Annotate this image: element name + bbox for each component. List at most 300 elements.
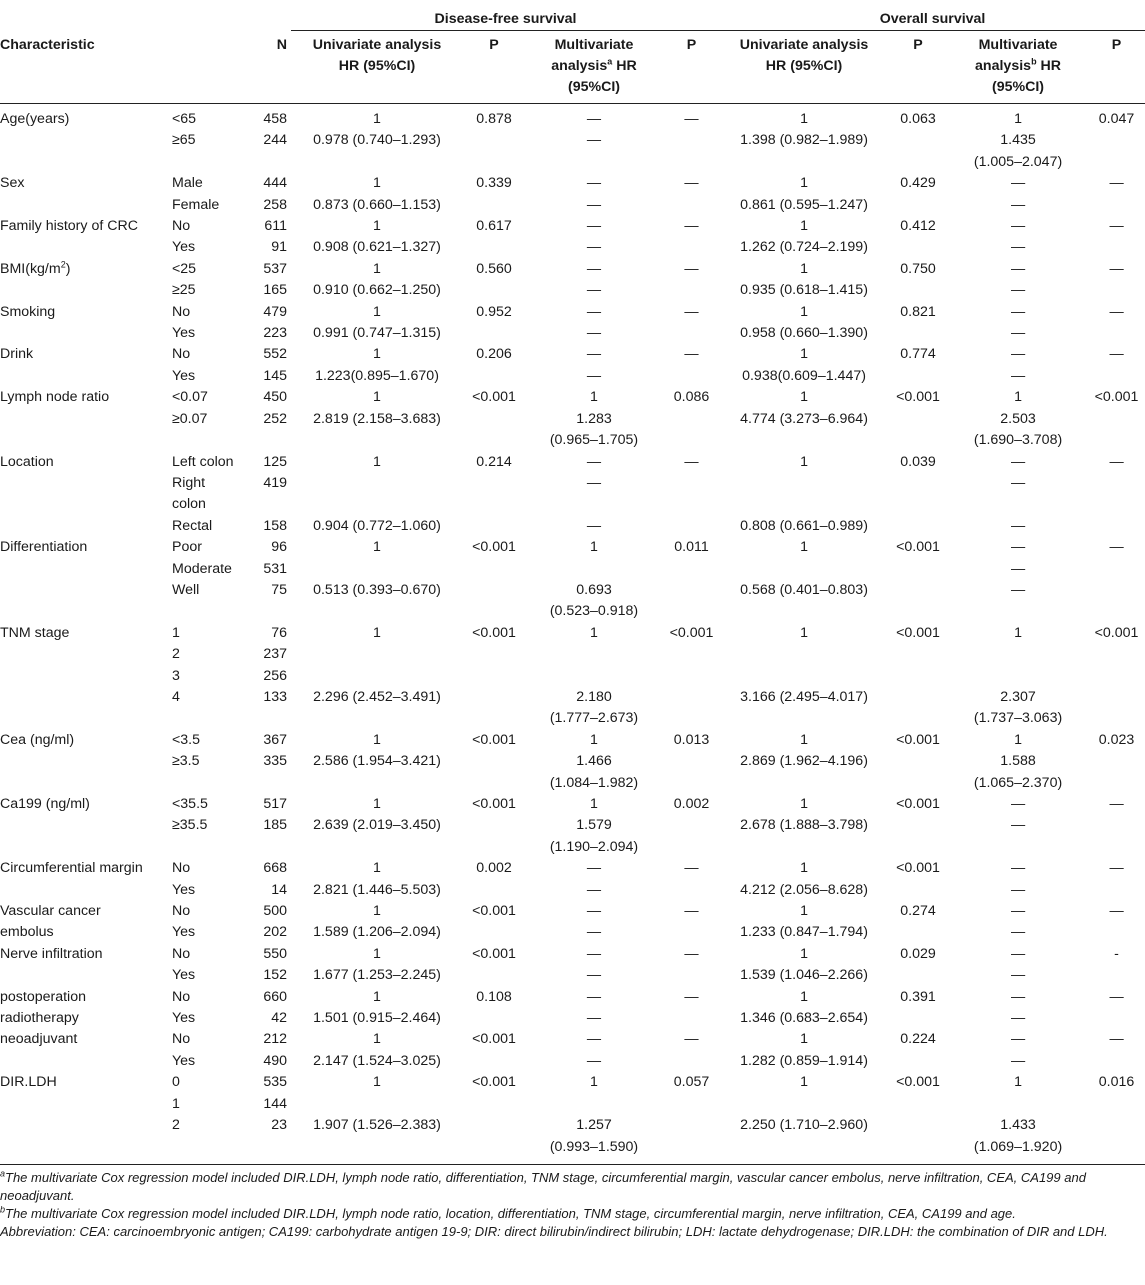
dfs-p-value xyxy=(463,280,525,301)
dfs-univariate-hr xyxy=(291,1094,463,1115)
row-n: 660 xyxy=(263,988,287,1005)
table-row xyxy=(0,751,1145,772)
dfs-multivariate-hr: (1.777–2.673) xyxy=(549,710,639,727)
dfs-univariate-hr: 1 xyxy=(373,1031,381,1048)
table-row xyxy=(0,666,1145,687)
row-n xyxy=(257,430,291,451)
dfs-p-value xyxy=(463,237,525,258)
os-multivariate-hr xyxy=(948,1094,1088,1115)
table-row xyxy=(0,387,1145,408)
os-p-value xyxy=(888,366,948,387)
row-n: 517 xyxy=(263,796,287,812)
dfs-p-value xyxy=(463,666,525,687)
table-footnotes xyxy=(0,1164,1145,1241)
dfs-multi-p-value: — xyxy=(684,175,699,192)
dfs-univariate-hr xyxy=(291,152,463,173)
dfs-p-value: <0.001 xyxy=(472,624,516,641)
dfs-univariate-hr: 1 xyxy=(373,539,381,556)
table-row xyxy=(0,1051,1145,1072)
row-level: Yes xyxy=(172,239,196,256)
row-level: Rectal xyxy=(172,517,213,534)
dfs-univariate-hr: 1 xyxy=(373,218,381,235)
dfs-p-value xyxy=(463,473,525,494)
dfs-multi-p-value: — xyxy=(684,988,699,1005)
os-multi-p-value xyxy=(1088,559,1145,580)
dfs-multivariate-hr xyxy=(525,644,663,665)
os-univariate-hr xyxy=(720,708,888,729)
dfs-univariate-hr: 0.873 (0.660–1.153) xyxy=(313,196,441,213)
os-univariate-hr: 1 xyxy=(800,945,808,962)
row-characteristic: $BMI(kg/m^2)$ xyxy=(0,259,71,277)
dfs-multivariate-hr: — xyxy=(586,903,602,920)
os-univariate-hr: 1 xyxy=(800,988,808,1005)
dfs-univariate-hr: 1.223(0.895–1.670) xyxy=(315,367,439,384)
table-row xyxy=(0,1029,1145,1050)
row-n xyxy=(257,601,291,622)
os-p-value xyxy=(888,195,948,216)
dfs-p-value xyxy=(463,152,525,173)
row-n xyxy=(257,773,291,794)
row-level xyxy=(172,430,257,451)
table-row xyxy=(0,430,1145,451)
os-p-value: 0.391 xyxy=(900,988,936,1005)
os-multi-p-value: — xyxy=(1109,346,1124,363)
row-n: 75 xyxy=(271,581,287,598)
os-p-value xyxy=(888,494,948,515)
dfs-multivariate-hr: — xyxy=(586,175,602,192)
row-n xyxy=(257,152,291,173)
os-univariate-hr: 0.938(0.609–1.447) xyxy=(742,367,866,384)
row-level: <35.5 xyxy=(172,796,208,812)
os-multivariate-hr: — xyxy=(1010,282,1026,299)
row-characteristic xyxy=(0,1094,172,1115)
os-multivariate-hr: 1 xyxy=(1014,1074,1022,1091)
dfs-p-value xyxy=(463,494,525,515)
row-characteristic xyxy=(0,815,172,836)
dfs-univariate-hr: 2.296 (2.452–3.491) xyxy=(313,688,441,705)
os-univariate-hr: 1.346 (0.683–2.654) xyxy=(740,1010,868,1027)
row-characteristic xyxy=(0,1115,172,1136)
os-univariate-hr: 1 xyxy=(800,389,808,406)
row-level: Female xyxy=(172,196,220,213)
row-characteristic xyxy=(0,1051,172,1072)
row-characteristic: radiotherapy xyxy=(0,1010,79,1027)
table-row xyxy=(0,730,1145,751)
os-multi-p-value: — xyxy=(1109,218,1124,235)
os-univariate-hr xyxy=(720,666,888,687)
os-multi-p-value: — xyxy=(1109,1031,1124,1048)
dfs-multivariate-hr xyxy=(525,152,663,173)
os-multivariate-hr: — xyxy=(1010,239,1026,256)
row-n: 125 xyxy=(263,453,287,470)
row-n xyxy=(257,494,291,515)
dfs-p-value xyxy=(463,687,525,708)
dfs-multi-p-value: — xyxy=(684,453,699,470)
os-univariate-hr: 3.166 (2.495–4.017) xyxy=(740,688,868,705)
dfs-univariate-hr: 1 xyxy=(373,624,381,641)
dfs-multi-p-value xyxy=(663,237,720,258)
os-p-value xyxy=(888,516,948,537)
row-level: Left colon xyxy=(172,453,234,470)
row-n: 367 xyxy=(263,731,287,748)
os-multi-p-value xyxy=(1088,280,1145,301)
dfs-multi-p-value: — xyxy=(684,260,699,277)
os-univariate-hr: 0.935 (0.618–1.415) xyxy=(740,282,868,299)
dfs-multi-p-value xyxy=(663,1137,720,1158)
os-multi-p-value xyxy=(1088,494,1145,515)
dfs-multi-p-value: — xyxy=(684,903,699,920)
row-n: 144 xyxy=(263,1095,287,1112)
os-p-value xyxy=(888,430,948,451)
dfs-univariate-hr: 0.904 (0.772–1.060) xyxy=(313,517,441,534)
os-multivariate-hr: — xyxy=(1010,453,1026,470)
dfs-multivariate-hr: (0.993–1.590) xyxy=(549,1138,639,1155)
os-p-value: <0.001 xyxy=(896,389,940,406)
os-multi-p-value xyxy=(1088,644,1145,665)
os-p-value: <0.001 xyxy=(896,860,940,877)
row-level: <3.5 xyxy=(172,731,201,748)
row-n: 212 xyxy=(263,1031,287,1048)
os-multivariate-hr: 1 xyxy=(1014,624,1022,641)
os-multi-p-value xyxy=(1088,409,1145,430)
row-characteristic: postoperation xyxy=(0,988,86,1005)
row-characteristic xyxy=(0,516,172,537)
os-multivariate-hr: — xyxy=(1010,325,1026,342)
os-p-value: 0.029 xyxy=(900,945,936,962)
os-multivariate-hr: — xyxy=(1010,303,1026,320)
row-n: 76 xyxy=(271,624,287,641)
dfs-multivariate-hr: — xyxy=(586,945,602,962)
os-multi-p-value xyxy=(1088,580,1145,601)
os-multivariate-hr: — xyxy=(1010,581,1026,598)
os-multivariate-hr: — xyxy=(1010,860,1026,877)
table-row xyxy=(0,302,1145,323)
os-multivariate-hr: (1.065–2.370) xyxy=(973,774,1063,791)
dfs-multivariate-hr: — xyxy=(586,860,602,877)
os-multi-p-header: P xyxy=(1111,37,1122,53)
os-p-value: 0.063 xyxy=(900,111,936,127)
table-row xyxy=(0,815,1145,836)
os-multivariate-hr: — xyxy=(1010,945,1026,962)
dfs-univariate-hr: 1 xyxy=(373,945,381,962)
dfs-p-value xyxy=(463,708,525,729)
dfs-multivariate-hr: 1.283 xyxy=(576,410,612,427)
dfs-multi-p-header: P xyxy=(686,37,697,53)
dfs-univariate-hr xyxy=(291,559,463,580)
row-n: 479 xyxy=(263,303,287,320)
dfs-multi-p-value xyxy=(663,1115,720,1136)
os-univariate-hr: 1.262 (0.724–2.199) xyxy=(740,239,868,256)
n-header: N xyxy=(276,36,287,53)
os-p-value xyxy=(888,130,948,151)
row-characteristic: embolus xyxy=(0,924,54,941)
os-univariate-hr: 1 xyxy=(800,731,808,748)
row-level: ≥3.5 xyxy=(172,753,200,770)
os-multivariate-hr: — xyxy=(1010,539,1026,556)
os-p-value xyxy=(888,708,948,729)
row-n: 145 xyxy=(263,367,287,384)
table-row xyxy=(0,1115,1145,1136)
os-univariate-hr: 4.774 (3.273–6.964) xyxy=(740,410,868,427)
os-multi-p-value xyxy=(1088,837,1145,858)
dfs-multi-p-value xyxy=(663,880,720,901)
table-row xyxy=(0,1137,1145,1158)
row-characteristic xyxy=(0,687,172,708)
dfs-univariate-hr xyxy=(291,473,463,494)
os-univariate-hr: 1 xyxy=(800,796,808,812)
dfs-univariate-hr: 1 xyxy=(373,111,381,127)
os-univariate-hr xyxy=(720,1094,888,1115)
dfs-multivariate-hr: — xyxy=(586,132,602,149)
row-characteristic: Lymph node ratio xyxy=(0,389,110,406)
os-multivariate-hr: 1 xyxy=(1014,111,1022,127)
os-multi-p-value xyxy=(1088,516,1145,537)
dfs-p-value xyxy=(463,922,525,943)
row-characteristic xyxy=(0,880,172,901)
row-n: 552 xyxy=(263,346,287,363)
row-n: 185 xyxy=(263,817,287,834)
dfs-multivariate-hr: (1.084–1.982) xyxy=(549,774,639,791)
os-univariate-hr: 1.398 (0.982–1.989) xyxy=(740,132,868,149)
os-multivariate-hr xyxy=(948,837,1088,858)
row-level xyxy=(172,152,257,173)
dfs-group-header: Disease-free survival xyxy=(291,0,720,31)
table-row xyxy=(0,516,1145,537)
table-row xyxy=(0,708,1145,729)
row-n: 535 xyxy=(263,1074,287,1091)
os-p-value: 0.039 xyxy=(900,453,936,470)
os-multi-p-value: — xyxy=(1109,988,1124,1005)
os-multi-p-value xyxy=(1088,708,1145,729)
row-n: 256 xyxy=(263,667,287,684)
os-multi-p-value xyxy=(1088,1051,1145,1072)
row-characteristic xyxy=(0,494,172,515)
os-univariate-hr xyxy=(720,152,888,173)
dfs-univariate-hr: 2.821 (1.446–5.503) xyxy=(313,881,441,898)
table-row xyxy=(0,687,1145,708)
row-level: Male xyxy=(172,175,203,192)
os-multi-p-value xyxy=(1088,922,1145,943)
dfs-p-value xyxy=(463,430,525,451)
os-p-value xyxy=(888,1094,948,1115)
os-univariate-hr xyxy=(720,1137,888,1158)
dfs-multivariate-hr: — xyxy=(586,967,602,984)
os-p-value xyxy=(888,152,948,173)
dfs-univariate-hr: 0.978 (0.740–1.293) xyxy=(313,132,441,149)
dfs-multivariate-hr: (0.523–0.918) xyxy=(549,603,639,620)
dfs-multivariate-hr: — xyxy=(586,881,602,898)
os-p-value xyxy=(888,751,948,772)
dfs-p-value xyxy=(463,559,525,580)
dfs-multivariate-hr: 1 xyxy=(590,731,598,748)
os-multivariate-hr: — xyxy=(1010,367,1026,384)
row-characteristic: Family history of CRC xyxy=(0,218,138,235)
dfs-p-value: 0.214 xyxy=(476,453,512,470)
os-univariate-hr: 1.233 (0.847–1.794) xyxy=(740,924,868,941)
table-row xyxy=(0,195,1145,216)
characteristic-header: Characteristic xyxy=(0,36,95,53)
os-multivariate-hr: 2.307 xyxy=(1000,688,1036,705)
dfs-multi-p-value: — xyxy=(684,218,699,235)
row-characteristic: Ca199 (ng/ml) xyxy=(0,796,90,812)
os-multi-p-value xyxy=(1088,152,1145,173)
row-level: 0 xyxy=(172,1074,180,1091)
row-n: 490 xyxy=(263,1052,287,1069)
dfs-p-value: <0.001 xyxy=(472,389,516,406)
dfs-univariate-hr xyxy=(291,666,463,687)
os-univariate-hr: 2.678 (1.888–3.798) xyxy=(740,817,868,834)
os-multivariate-header: Multivariate analysis$^b$ HR (95%CI) xyxy=(975,37,1061,95)
os-multi-p-value xyxy=(1088,323,1145,344)
os-multivariate-hr xyxy=(948,666,1088,687)
row-level: No xyxy=(172,346,191,363)
row-level: Well xyxy=(172,581,200,598)
os-multi-p-value: — xyxy=(1109,303,1124,320)
dfs-multi-p-value xyxy=(663,130,720,151)
os-multivariate-hr: 1.435 xyxy=(1000,132,1036,149)
dfs-multi-p-value xyxy=(663,965,720,986)
dfs-multi-p-value: 0.002 xyxy=(673,796,710,812)
dfs-multivariate-hr: 1.466 xyxy=(576,753,612,770)
os-p-value xyxy=(888,323,948,344)
row-level: ≥0.07 xyxy=(172,410,208,427)
os-p-value: 0.274 xyxy=(900,903,936,920)
dfs-multivariate-hr: 1 xyxy=(590,1074,598,1091)
table-row xyxy=(0,494,1145,515)
dfs-multi-p-value: 0.086 xyxy=(673,389,710,406)
os-multi-p-value: — xyxy=(1109,260,1124,277)
dfs-p-value: 0.878 xyxy=(476,111,512,127)
row-level: colon xyxy=(172,496,206,513)
row-characteristic: DIR.LDH xyxy=(0,1074,57,1091)
row-level: No xyxy=(172,218,191,235)
dfs-multivariate-hr: 1 xyxy=(590,796,598,812)
row-characteristic xyxy=(0,666,172,687)
table-row xyxy=(0,237,1145,258)
row-n: 14 xyxy=(271,881,287,898)
os-p-value xyxy=(888,837,948,858)
dfs-p-value xyxy=(463,837,525,858)
os-multi-p-value xyxy=(1088,130,1145,151)
dfs-multi-p-value xyxy=(663,473,720,494)
os-p-value xyxy=(888,1008,948,1029)
row-characteristic xyxy=(0,837,172,858)
dfs-multivariate-hr: (0.965–1.705) xyxy=(549,432,639,449)
dfs-univariate-hr: 1 xyxy=(373,860,381,877)
os-univariate-hr: 1 xyxy=(800,260,808,277)
dfs-multivariate-hr: 1 xyxy=(590,624,598,641)
os-p-value xyxy=(888,815,948,836)
os-multi-p-value: 0.023 xyxy=(1098,731,1135,748)
os-multi-p-value xyxy=(1088,473,1145,494)
os-multi-p-value xyxy=(1088,880,1145,901)
os-univariate-hr: 4.212 (2.056–8.628) xyxy=(740,881,868,898)
os-multi-p-value xyxy=(1088,430,1145,451)
os-multi-p-value xyxy=(1088,815,1145,836)
os-p-value xyxy=(888,1115,948,1136)
os-multivariate-hr: 2.503 xyxy=(1000,410,1036,427)
dfs-p-value: <0.001 xyxy=(472,945,516,962)
table-row xyxy=(0,473,1145,494)
dfs-univariate-hr: 1 xyxy=(373,796,381,812)
os-multi-p-value: — xyxy=(1109,860,1124,877)
dfs-p-value: <0.001 xyxy=(472,903,516,920)
dfs-p-value xyxy=(463,409,525,430)
table-row xyxy=(0,944,1145,965)
row-n: 158 xyxy=(263,517,287,534)
dfs-p-value: 0.952 xyxy=(476,303,512,320)
os-p-value: <0.001 xyxy=(896,539,940,556)
dfs-multi-p-value xyxy=(663,494,720,515)
dfs-multivariate-hr xyxy=(525,559,663,580)
table-row xyxy=(0,794,1145,815)
header-group-row xyxy=(0,0,1145,31)
row-n: 531 xyxy=(263,560,287,577)
row-n: 419 xyxy=(263,474,287,491)
dfs-p-value: 0.206 xyxy=(476,346,512,363)
row-level: ≥35.5 xyxy=(172,817,208,834)
os-multivariate-hr: (1.690–3.708) xyxy=(973,432,1063,449)
os-multivariate-hr: — xyxy=(1010,796,1026,812)
os-univariate-hr: 1 xyxy=(800,539,808,556)
os-multivariate-hr: — xyxy=(1010,474,1026,491)
dfs-p-value xyxy=(463,815,525,836)
row-characteristic xyxy=(0,601,172,622)
table-row xyxy=(0,773,1145,794)
os-p-value xyxy=(888,280,948,301)
dfs-multi-p-value: <0.001 xyxy=(669,624,714,641)
row-n: 444 xyxy=(263,175,287,192)
os-group-header: Overall survival xyxy=(720,0,1145,31)
table-row xyxy=(0,344,1145,365)
os-multivariate-hr: 1.433 xyxy=(1000,1117,1036,1134)
os-univariate-hr xyxy=(720,601,888,622)
table-row xyxy=(0,1008,1145,1029)
dfs-univariate-hr: 1.501 (0.915–2.464) xyxy=(313,1010,441,1027)
os-p-value: <0.001 xyxy=(896,731,940,748)
os-multivariate-hr: — xyxy=(1010,1010,1026,1027)
os-univariate-hr: 2.250 (1.710–2.960) xyxy=(740,1117,868,1134)
dfs-multi-p-value: — xyxy=(684,346,699,363)
dfs-multivariate-hr: — xyxy=(586,239,602,256)
os-multivariate-hr: — xyxy=(1010,218,1026,235)
row-characteristic: Smoking xyxy=(0,303,56,320)
os-univariate-hr: 1.539 (1.046–2.266) xyxy=(740,967,868,984)
os-multi-p-value xyxy=(1088,1008,1145,1029)
row-level: <65 xyxy=(172,111,197,127)
dfs-univariate-hr: 0.991 (0.747–1.315) xyxy=(313,325,441,342)
dfs-multi-p-value xyxy=(663,751,720,772)
dfs-multivariate-hr: 1.579 xyxy=(576,817,612,834)
row-level: No xyxy=(172,1031,191,1048)
dfs-multi-p-value xyxy=(663,580,720,601)
row-characteristic: Circumferential margin xyxy=(0,860,143,877)
dfs-univariate-hr xyxy=(291,644,463,665)
dfs-p-value xyxy=(463,880,525,901)
dfs-univariate-hr: 0.910 (0.662–1.250) xyxy=(313,282,441,299)
row-level: No xyxy=(172,903,191,920)
dfs-multivariate-hr: — xyxy=(586,924,602,941)
table-row xyxy=(0,130,1145,151)
dfs-multi-p-value: — xyxy=(684,860,699,877)
row-n xyxy=(257,837,291,858)
table-row xyxy=(0,1072,1145,1093)
dfs-univariate-hr: 1.907 (1.526–2.383) xyxy=(313,1117,441,1134)
dfs-p-header: P xyxy=(489,37,499,53)
os-multi-p-value: — xyxy=(1109,796,1124,812)
row-n: 165 xyxy=(263,282,287,299)
row-level: No xyxy=(172,303,191,320)
